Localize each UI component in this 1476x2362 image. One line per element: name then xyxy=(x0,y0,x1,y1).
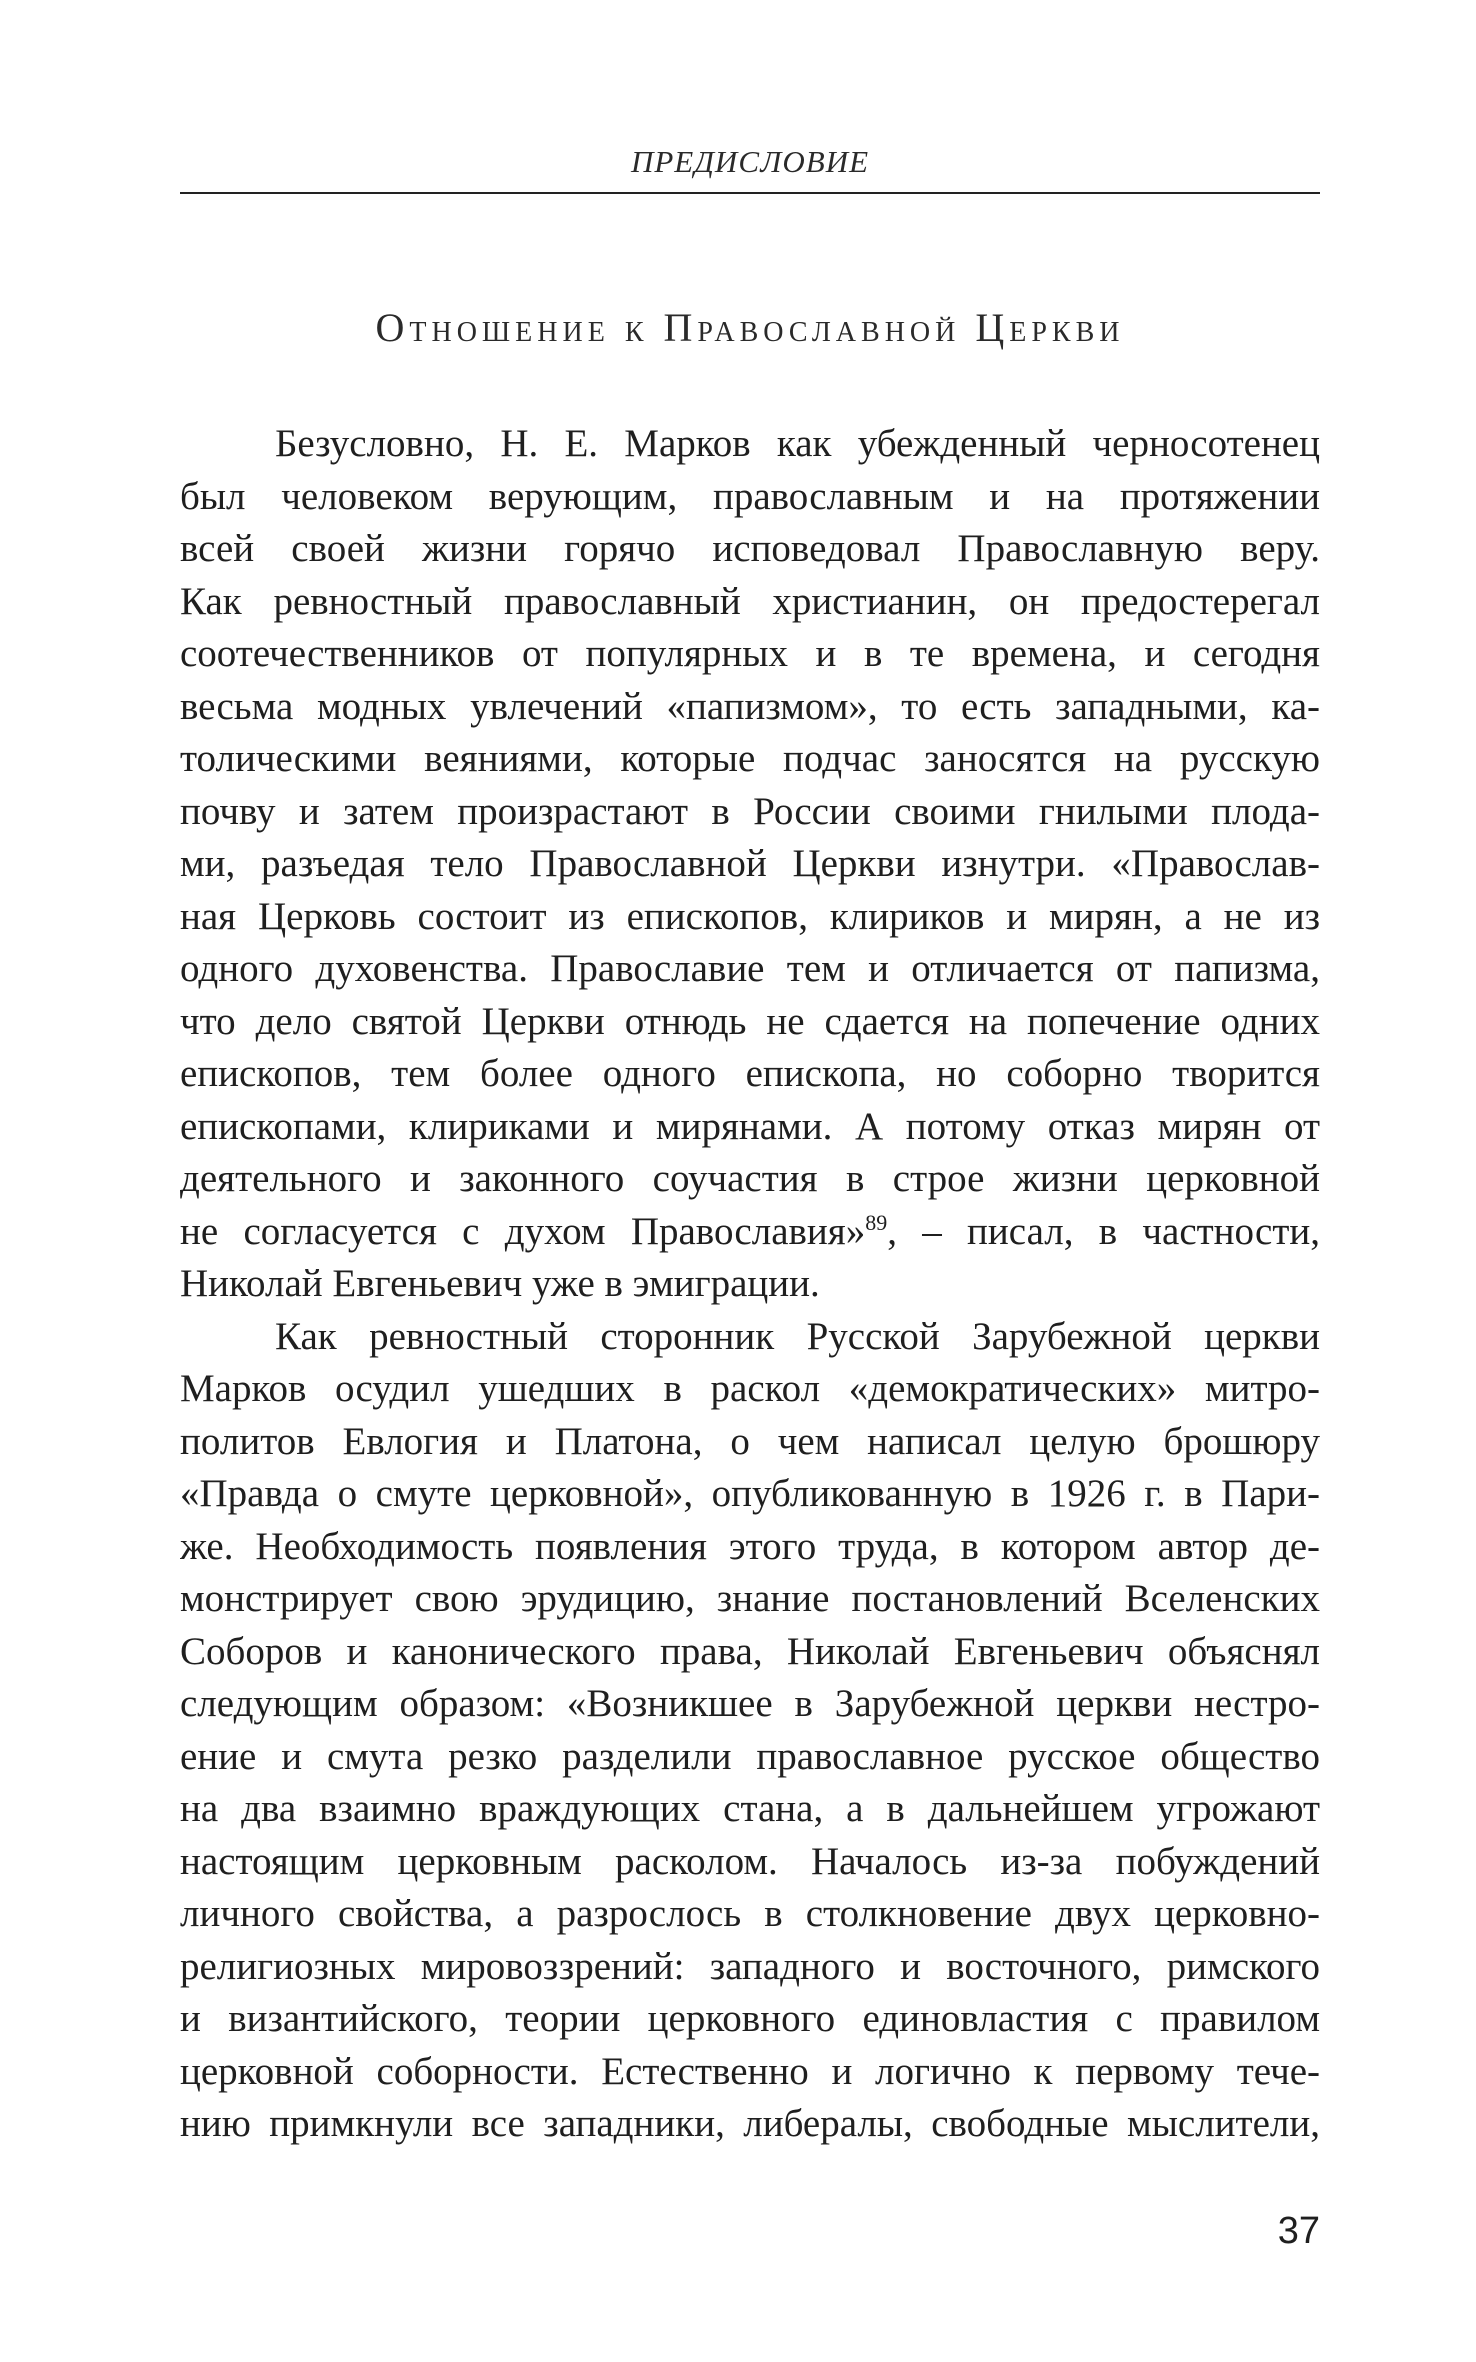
text-line: епископами, клириками и мирянами. А потому отказ мирян от xyxy=(180,1104,1320,1148)
paragraph-2 xyxy=(180,1311,1320,2151)
text-line: следующим образом: «Возникшее в Зарубежной церкви нестро- xyxy=(180,1682,1320,1725)
text-line: же. Необходимость появления этого труда, в котором автор де- xyxy=(180,1524,1320,1568)
text-line: деятельного и законного соучастия в строе жизни церковной xyxy=(180,1157,1320,1200)
text-line: «Правда о смуте церковной», опубликованную в 1926 г. в Пари- xyxy=(180,1472,1320,1515)
text-line: монстрирует свою эрудицию, знание постановлений Вселенских xyxy=(180,1577,1320,1620)
text-line: ми, разъедая тело Православной Церкви изнутри. «Православ- xyxy=(180,842,1320,885)
text-line: политов Евлогия и Платона, о чем написал целую брошюру xyxy=(180,1419,1320,1463)
text-line: Марков осудил ушедших в раскол «демократических» митро- xyxy=(180,1367,1320,1410)
text-line: церковной соборности. Естественно и логично к первому тече- xyxy=(180,2049,1320,2093)
text-line: весьма модных увлечений «папизмом», то есть западными, ка- xyxy=(180,684,1320,728)
text-line: толическими веяниями, которые подчас заносятся на русскую xyxy=(180,737,1320,780)
text-line: одного духовенства. Православие тем и отличается от папизма, xyxy=(180,947,1320,990)
text-line: Николай Евгеньевич уже в эмиграции. xyxy=(180,1262,820,1305)
text-line-with-footnote xyxy=(180,1206,1320,1259)
text-line: был человеком верующим, православным и на протяжении xyxy=(180,474,1320,518)
text-line: Как ревностный православный христианин, он предостерегал xyxy=(180,579,1320,623)
text-line: Безусловно, Н. Е. Марков как убежденный черносотенец xyxy=(275,422,1320,465)
text-line: на два взаимно враждующих стана, а в дальнейшем угрожают xyxy=(180,1787,1320,1830)
header-rule xyxy=(180,192,1320,194)
text-line: Соборов и канонического права, Николай Евгеньевич объяснял xyxy=(180,1629,1320,1673)
section-title: Отношение к Православной Церкви xyxy=(375,305,1125,350)
text-line: религиозных мировоззрений: западного и восточного, римского xyxy=(180,1944,1320,1988)
text-line: всей своей жизни горячо исповедовал Православную веру. xyxy=(180,527,1320,570)
text-line: и византийского, теории церковного единовластия с правилом xyxy=(180,1997,1320,2040)
paragraph-1 xyxy=(180,418,1320,1311)
text-line: нию примкнули все западники, либералы, свободные мыслители, xyxy=(180,2102,1320,2145)
text-segment: , – писал, в частности, xyxy=(887,1209,1320,1253)
text-line: настоящим церковным расколом. Началось из-за побуждений xyxy=(180,1839,1320,1883)
text-line: личного свойства, а разрослось в столкновение двух церковно- xyxy=(180,1892,1320,1935)
running-head: ПРЕДИСЛОВИЕ xyxy=(630,144,870,179)
text-line: почву и затем произрастают в России своими гнилыми плода- xyxy=(180,789,1320,833)
text-line: Как ревностный сторонник Русской Зарубежной церкви xyxy=(275,1314,1320,1358)
text-line: соотечественников от популярных и в те времена, и сегодня xyxy=(180,632,1320,675)
page-number: 37 xyxy=(1277,2210,1320,2252)
text-line: что дело святой Церкви отнюдь не сдается на попечение одних xyxy=(180,999,1320,1043)
footnote-marker: 89 xyxy=(865,1209,888,1235)
body-text xyxy=(180,418,1320,2151)
text-line: ная Церковь состоит из епископов, клириков и мирян, а не из xyxy=(180,894,1320,938)
text-line: епископов, тем более одного епископа, но соборно творится xyxy=(180,1052,1320,1095)
text-line: ение и смута резко разделили православное русское общество xyxy=(180,1734,1320,1778)
text-segment: не согласуется с духом Православия» xyxy=(180,1209,866,1253)
